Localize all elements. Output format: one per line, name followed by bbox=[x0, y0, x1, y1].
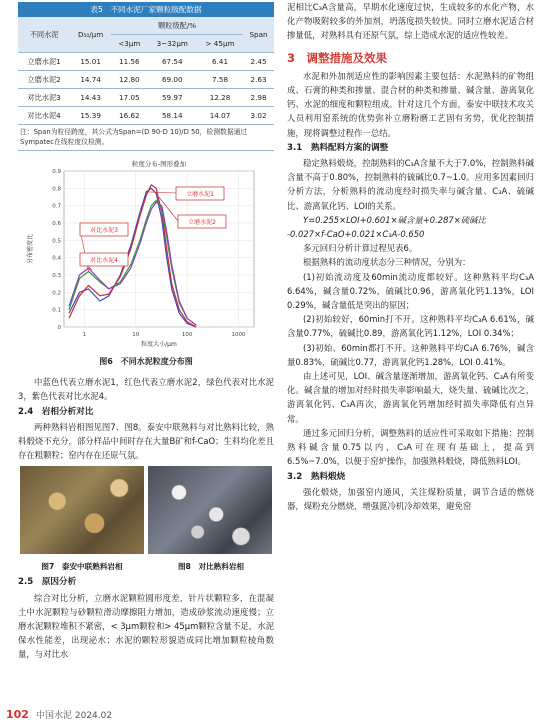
table-cell: 7.58 bbox=[197, 71, 243, 89]
y-tick-label: 0 bbox=[57, 325, 61, 331]
y-tick-label: 0.7 bbox=[52, 203, 61, 210]
table5-header-group: 颗粒级配/% bbox=[111, 17, 243, 35]
table-cell: 15.39 bbox=[70, 107, 111, 125]
table-cell: 69.00 bbox=[148, 71, 197, 89]
paragraph: 通过多元回归分析，调整熟料的适应性可采取如下措施：控制熟料碱含量0.75以内，C₃A可在现有基础上，提高到6.5%~7.0%，以便于窑炉操作，加强熟料煅烧，降低熟料LOI。 bbox=[287, 427, 534, 467]
paragraph: 由上述可见，LOI、碱含量逐渐增加，游离氧化钙、C₃A有所变化。碱含量的增加对经时损失率影响最大，烧失量、硫碱比次之，游离氧化钙、C₃A再次，游离氧化钙增加经时损失率降低有点异常。 bbox=[287, 371, 534, 424]
table5-caption: 表5 不同水泥厂家颗粒级配数据 bbox=[18, 2, 274, 17]
table-cell: 6.41 bbox=[197, 53, 243, 71]
x-tick-label: 1000 bbox=[231, 332, 246, 338]
paragraph: (2)初始较好，60min打不开。这种熟料平均C₃A 6.61%，碱含量0.77%，硫碱比0.89，游离氧化钙1.12%，LOI 0.34%； bbox=[287, 314, 534, 339]
paragraph: 稳定熟料煅烧，控制熟料的C₃A含量不大于7.0%，控制熟料碱含量不高于0.80%，控制熟料的硫碱比0.7~1.0。应用多因素回归分析方法，分析熟料的流动度经时损失率与碱含量、C₃A、硫碱比、游离氧化钙、LOI的关系。 bbox=[287, 158, 534, 211]
chart-title: 粒度分布-图形叠加 bbox=[131, 160, 187, 168]
journal-name: 中国水泥 2024.02 bbox=[36, 711, 113, 721]
section-heading-2-4: 2.4 岩相分析对比 bbox=[18, 406, 94, 417]
fig8-photo bbox=[148, 466, 272, 554]
table5-note: 注：Span为粒径跨度，其公式为Span=(D 90-D 10)/D 50，检测数据通过Sympatec在线粒度仪检测。 bbox=[18, 125, 274, 151]
fig6-container bbox=[18, 157, 274, 353]
y-axis-label: 分布密度比 bbox=[27, 233, 34, 265]
table-row bbox=[18, 53, 274, 71]
paragraph: 中蓝色代表立磨水泥1，红色代表立磨水泥2，绿色代表对比水泥3，紫色代表对比水泥4。 bbox=[18, 377, 274, 402]
paragraph: (1)初始流动度及60min流动度都较好。这种熟料平均C₃A 6.64%，碱含量0.72%，硫碱比0.96，游离氧化钙1.13%，LOI 0.29%，碱含量低是突出的原因； bbox=[287, 271, 534, 311]
page-footer bbox=[0, 706, 548, 726]
x-tick-label: 100 bbox=[181, 332, 193, 338]
annotation-label: 对比水泥3 bbox=[90, 227, 118, 234]
table-cell: 3.02 bbox=[243, 107, 274, 125]
paragraph: 两种熟料岩相图见图7、图8。泰安中联熟料与对比熟料比较，熟料煅烧不充分，部分样品中间时存在大量B矿和f-CaO；生料均化差且存在粗颗粒；窑内存在还原气氛。 bbox=[18, 421, 274, 461]
table-cell: 2.63 bbox=[243, 71, 274, 89]
table-cell: 17.05 bbox=[111, 89, 148, 107]
left-column bbox=[18, 0, 274, 662]
table5-header-cell: > 45μm bbox=[197, 35, 243, 53]
table-cell: 14.07 bbox=[197, 107, 243, 125]
paragraph: 综合对比分析，立磨水泥颗粒圆形度差，针片状颗粒多，在混凝土中水泥颗粒与砂颗粒滑动摩擦阻力增加，造成砂浆流动速度慢；立磨水泥颗粒堆积不紧密，< 3μm颗粒和> 45μm颗粒含量不足，水泥保水性能差，出现泌水；水泥的颗粒形貌造成同比增加颗粒棱角数量，与对比水 bbox=[18, 592, 274, 660]
photo-row bbox=[18, 466, 274, 560]
table-row bbox=[18, 71, 274, 89]
section-heading-3: 3 调整措施及效果 bbox=[287, 50, 388, 65]
table5-header-cell: <3μm bbox=[111, 35, 148, 53]
table5-header-cell: Span bbox=[243, 17, 274, 53]
table-cell: 59.97 bbox=[148, 89, 197, 107]
table-cell: 14.74 bbox=[70, 71, 111, 89]
annotation-label: 对比水泥4 bbox=[90, 257, 118, 264]
y-tick-label: 0.9 bbox=[52, 169, 61, 175]
fig8-caption: 图8 对比熟料岩相 bbox=[177, 562, 245, 572]
y-tick-label: 0.8 bbox=[52, 186, 61, 193]
section-heading-3-1: 3.1 熟料配料方案的调整 bbox=[287, 142, 389, 153]
y-tick-label: 0.4 bbox=[52, 255, 61, 262]
section-heading-2-5: 2.5 原因分析 bbox=[18, 577, 77, 588]
table-cell: 67.54 bbox=[148, 53, 197, 71]
paragraph: 强化煅烧，加强窑内通风，关注煤粉质量，调节合适的燃烧器，煤粉充分燃烧，增强篦冷机冷却效果，避免窑 bbox=[287, 486, 534, 511]
table-cell: 对比水泥3 bbox=[18, 89, 70, 107]
table-cell: 立磨水泥1 bbox=[18, 53, 70, 71]
fig6-chart bbox=[18, 157, 274, 353]
right-column bbox=[287, 0, 534, 513]
table-cell: 立磨水泥2 bbox=[18, 71, 70, 89]
y-tick-label: 0.6 bbox=[52, 221, 61, 227]
table-cell: 2.98 bbox=[243, 89, 274, 107]
x-axis-label: 粒度大小/μm bbox=[141, 341, 177, 348]
page-number: 102 bbox=[6, 708, 29, 721]
table5 bbox=[18, 17, 274, 125]
annotation-label: 立磨水泥2 bbox=[188, 219, 216, 226]
table-cell: 16.62 bbox=[111, 107, 148, 125]
y-tick-label: 0.1 bbox=[52, 307, 61, 314]
table5-header-cell: 3~32μm bbox=[148, 35, 197, 53]
table-cell: 2.45 bbox=[243, 53, 274, 71]
annotation-label: 立磨水泥1 bbox=[186, 191, 214, 198]
paragraph: 根据熟料的流动度状态分三种情况，分别为： bbox=[303, 257, 471, 268]
table-cell: 对比水泥4 bbox=[18, 107, 70, 125]
paragraph: 水泥和外加剂适应性的影响因素主要包括：水泥熟料的矿物组成、石膏的种类和掺量、混合材的种类和掺量、碱含量、游离氧化钙、水泥的细度和颗粒组成。针对这几个方面，泰安中联技术攻关人员利用窑系统的优势弥补立磨粉磨工艺固有劣势，优化控制措施，现将调整过程作一总结。 bbox=[287, 70, 534, 138]
y-tick-label: 0.5 bbox=[52, 238, 61, 245]
y-tick-label: 0.2 bbox=[52, 290, 61, 297]
formula-line: -0.027×f-CaO+0.021×C₃A-0.650 bbox=[287, 229, 425, 240]
x-tick-label: 10 bbox=[132, 332, 140, 338]
table-row bbox=[18, 107, 274, 125]
fig7-photo bbox=[20, 466, 144, 554]
y-tick-label: 0.3 bbox=[52, 273, 61, 279]
fig7-caption: 图7 泰安中联熟料岩相 bbox=[41, 562, 123, 572]
table-cell: 58.14 bbox=[148, 107, 197, 125]
formula-line: Y=0.255×LOI+0.601×碱含量+0.287×硫碱比 bbox=[303, 214, 486, 225]
table5-header-row bbox=[18, 17, 274, 35]
fig6-caption: 图6 不同水泥粒度分布图 bbox=[99, 357, 193, 366]
x-tick-label: 1 bbox=[82, 332, 87, 338]
table-cell: 11.56 bbox=[111, 53, 148, 71]
paragraph: (3)初始、60min都打不开。这种熟料平均C₃A 6.76%，碱含量0.83%，硫碱比0.77，游离氧化钙1.28%，LOI 0.41%。 bbox=[287, 342, 534, 367]
table-cell: 15.01 bbox=[70, 53, 111, 71]
table5-header-cell: 不同水泥 bbox=[18, 17, 70, 53]
paragraph: 泥相比C₃A含量高，早期水化速度过快，生成较多的水化产物，水化产物吸附较多的外加剂，坍落度损失较快。同时立磨水泥适合材掺量低，对熟料具有还原气氛，综上造成水泥的适应性较差。 bbox=[287, 2, 534, 41]
section-heading-3-2: 3.2 熟料煅烧 bbox=[287, 471, 346, 482]
photo-captions bbox=[18, 560, 274, 574]
table-cell: 14.43 bbox=[70, 89, 111, 107]
paragraph: 多元回归分析计算过程见表6。 bbox=[303, 243, 418, 254]
table-cell: 12.28 bbox=[197, 89, 243, 107]
table-row bbox=[18, 89, 274, 107]
table-cell: 12.80 bbox=[111, 71, 148, 89]
table5-header-cell: D₅₀/μm bbox=[70, 17, 111, 53]
